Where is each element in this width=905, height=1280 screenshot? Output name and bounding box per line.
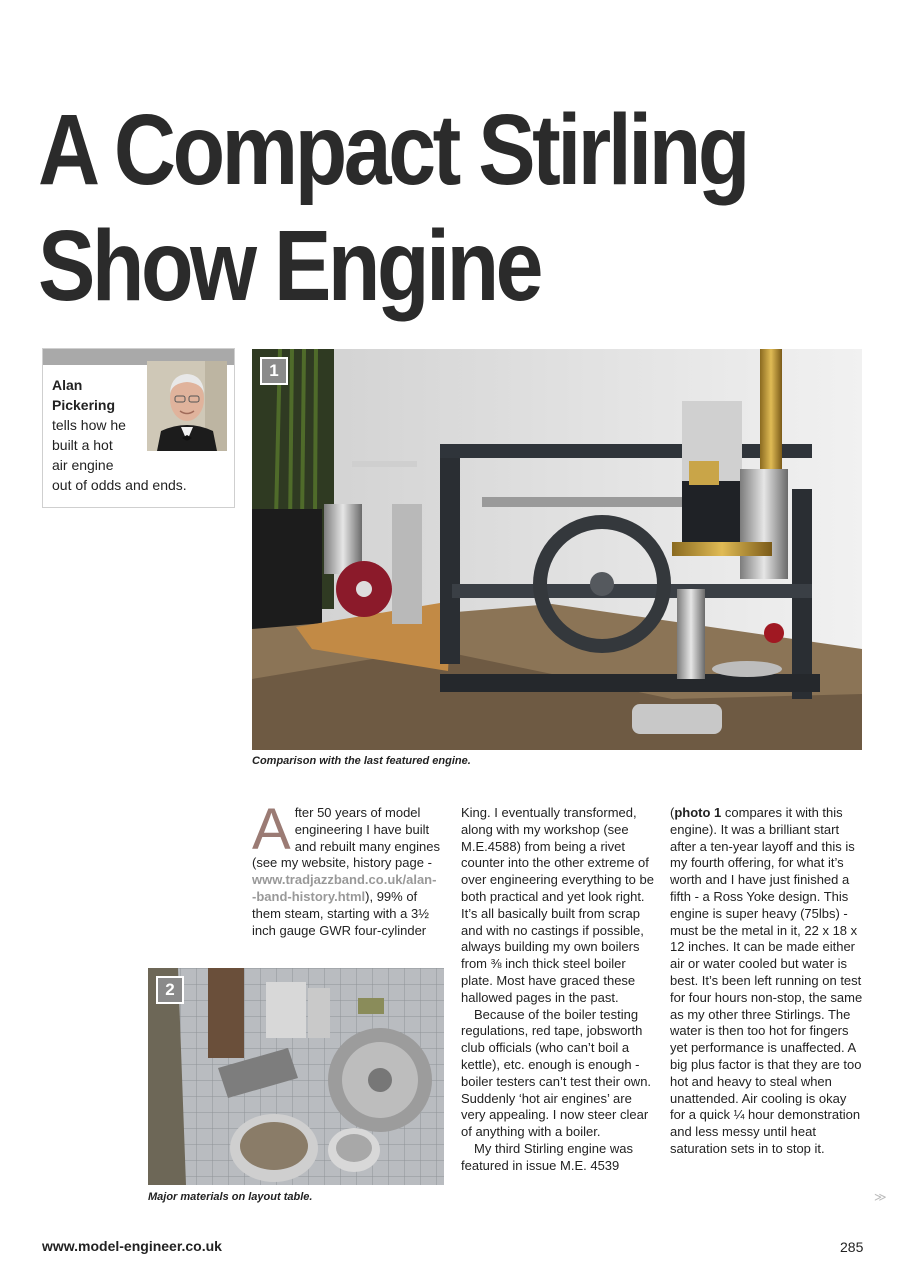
headline-line-2: Show Engine	[38, 210, 541, 322]
standfirst-line: built a hot	[52, 437, 113, 453]
stirling-engines-illustration	[252, 349, 862, 750]
column-2-paragraph-3: My third Stirling engine was featured in issue M.E. 4539	[461, 1140, 633, 1173]
history-page-link[interactable]: www.tradjazzband.co.uk/alan--band-history.html	[252, 872, 437, 904]
footer-website: www.model-engineer.co.uk	[42, 1238, 222, 1254]
article-headline	[38, 92, 760, 324]
standfirst-line: air engine	[52, 457, 114, 473]
column-1-text: fter 50 years of model engineering I have built and rebuilt many engines (see my website, history page -	[252, 805, 440, 871]
column-2-paragraph-1: King. I eventually transformed, along with my workshop (see M.E.4588) from being a rivet counter into the other extreme of over engineering everything to be both practical and yet look right. It’s all basically built from scrap and with no castings if possible, always building my own boilers from ⅜ inch thick steel boiler plate. Most have graced these hallowed pages in the past.	[461, 805, 654, 1005]
author-standfirst	[52, 375, 202, 495]
photo-1-reference: photo 1	[674, 805, 722, 820]
article-column-3	[670, 805, 864, 1158]
standfirst-line: tells how he	[52, 417, 126, 433]
column-1-text-cont: ), 99% of them steam, starting with a 3½ inch gauge GWR four-cylinder	[252, 888, 430, 938]
author-box	[42, 348, 235, 508]
column-2-paragraph-2: Because of the boiler testing regulations, red tape, jobsworth club officials (who can’t boil a kettle), etc. enough is enough - boiler testers can’t test their own. Suddenly ‘hot air engines’ are very appealing. I now steer clear of anything with a boiler.	[461, 1006, 652, 1140]
headline-line-1: A Compact Stirling	[38, 94, 747, 206]
standfirst-line: out of odds and ends.	[52, 477, 187, 493]
drop-cap: A	[252, 797, 291, 862]
photo-1-caption: Comparison with the last featured engine.	[252, 755, 471, 767]
photo-2-materials	[148, 968, 444, 1185]
photo-2-number-badge: 2	[156, 976, 184, 1004]
author-first-name: Alan	[52, 377, 83, 393]
materials-table-illustration	[148, 968, 444, 1185]
article-column-1	[252, 797, 440, 939]
photo-2-caption: Major materials on layout table.	[148, 1191, 313, 1203]
continue-marker: ≫	[874, 1190, 887, 1204]
page-number: 285	[840, 1239, 864, 1255]
photo-1-engines	[252, 349, 862, 750]
photo-1-number-badge: 1	[260, 357, 288, 385]
column-3-open-paren: (	[670, 805, 675, 820]
column-3-text: compares it with this engine). It was a brilliant start after a ten-year layoff and this is my fourth offering, for what it’s worth and I have just finished a fifth - a Ross Yoke design. This engine is super heavy (75lbs) - must be the metal in it, 22 x 18 x 12 inches. It can be made either air or water cooled but water is best. It’s been left running on test for four hours non-stop, the same as my other three Stirlings. The water is then too hot for fingers yet performance is unaffected. A big plus factor is that they are too hot and heavy to steal when unattended. Air cooling is okay for a quick ¼ hour demonstration and less messy until heat saturation sets in to stop it.	[670, 805, 863, 1156]
author-last-name: Pickering	[52, 397, 116, 413]
article-column-2	[461, 805, 657, 1175]
